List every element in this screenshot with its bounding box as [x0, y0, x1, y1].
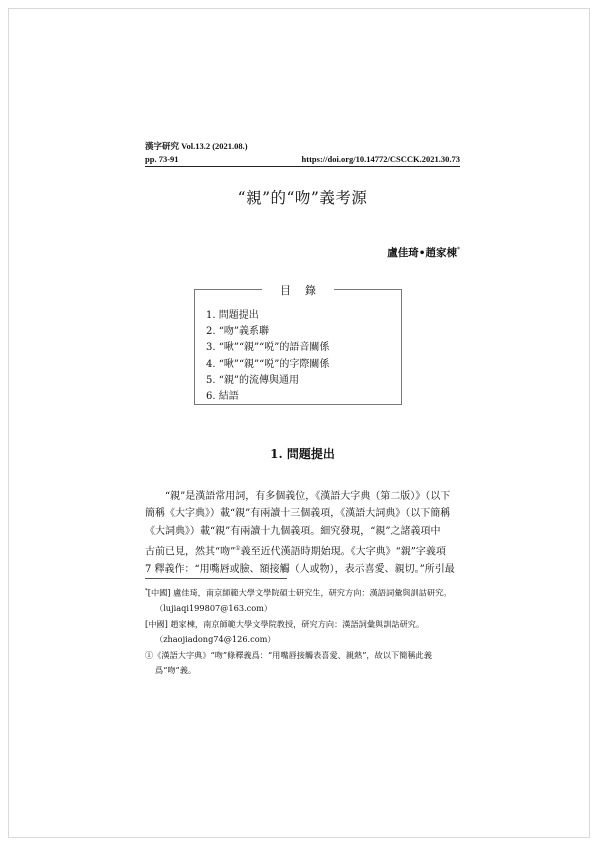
body-line: 簡稱《大字典》）載“親”有兩讀十三個義項，《漢語大詞典》（以下簡稱	[145, 508, 451, 520]
header-rule	[145, 166, 460, 167]
page-range: pp. 73-91	[145, 154, 179, 164]
footnote-line: 爲“吻”義。	[155, 665, 197, 676]
footnote-line: （lujiaqi199807@163.com）	[155, 603, 273, 614]
table-of-contents	[194, 284, 402, 405]
toc-item: 4. “啾”“親”“哾”的字際關係	[206, 358, 330, 370]
page-border	[8, 8, 590, 838]
footnote-line: *[中國] 盧佳琦，南京師範大學文學院碩士研究生，研究方向：漢語詞彙與訓詁研究。	[145, 587, 452, 598]
toc-item: 2. “吻”義系聯	[206, 326, 269, 338]
toc-item: 5. “親”的流傳與通用	[206, 374, 299, 386]
body-line: 《大詞典》）載“親”有兩讀十九個義項。細究發現，“親”之諸義項中	[145, 525, 441, 537]
paper-title: “親”的“吻”義考源	[237, 189, 368, 207]
toc-item: 1. 問題提出	[206, 310, 259, 321]
author-names: 盧佳琦•趙家棟	[387, 247, 457, 259]
body-line: 古前已見，然其“吻”①義至近代漢語時期始現。《大字典》“親”字義項	[145, 545, 446, 558]
body-paragraph	[145, 488, 460, 578]
footnote-line: [中國] 趙家棟，南京師範大學文學院教授，研究方向：漢語詞彙與訓詁研究。	[145, 618, 425, 629]
section-heading: 1. 問題提出	[270, 447, 335, 461]
doi-link[interactable]: https://doi.org/10.14772/CSCCK.2021.30.73	[301, 154, 460, 164]
toc-heading: 目錄	[195, 282, 401, 298]
footnotes	[145, 584, 465, 679]
body-line: “親”是漢語常用詞，有多個義位，《漢語大字典（第二版）》（以下	[145, 491, 451, 502]
footnote-line: （zhaojiadong74@126.com）	[155, 634, 276, 645]
toc-item: 3. “啾”“親”“哾”的語音關係	[206, 342, 330, 354]
journal-header	[145, 140, 460, 152]
journal-name: 漢字研究 Vol.13.2 (2021.08.)	[145, 141, 248, 151]
footnote-line: ①《漢語大字典》“吻”條釋義爲：“用嘴唇接觸表喜愛、親熱”，故以下簡稱此義	[145, 649, 432, 660]
pages-doi-row	[145, 154, 460, 164]
author-line	[387, 245, 460, 260]
body-line: 7 釋義作：“用嘴唇或臉、額接觸（人或物），表示喜愛、親切。”所引最	[145, 563, 455, 575]
author-footnote-marker: *	[457, 246, 460, 254]
footnote-ref[interactable]: ①	[235, 545, 241, 553]
footnote-rule	[145, 578, 287, 579]
toc-item: 6. 結語	[206, 391, 239, 403]
toc-list	[206, 308, 329, 405]
